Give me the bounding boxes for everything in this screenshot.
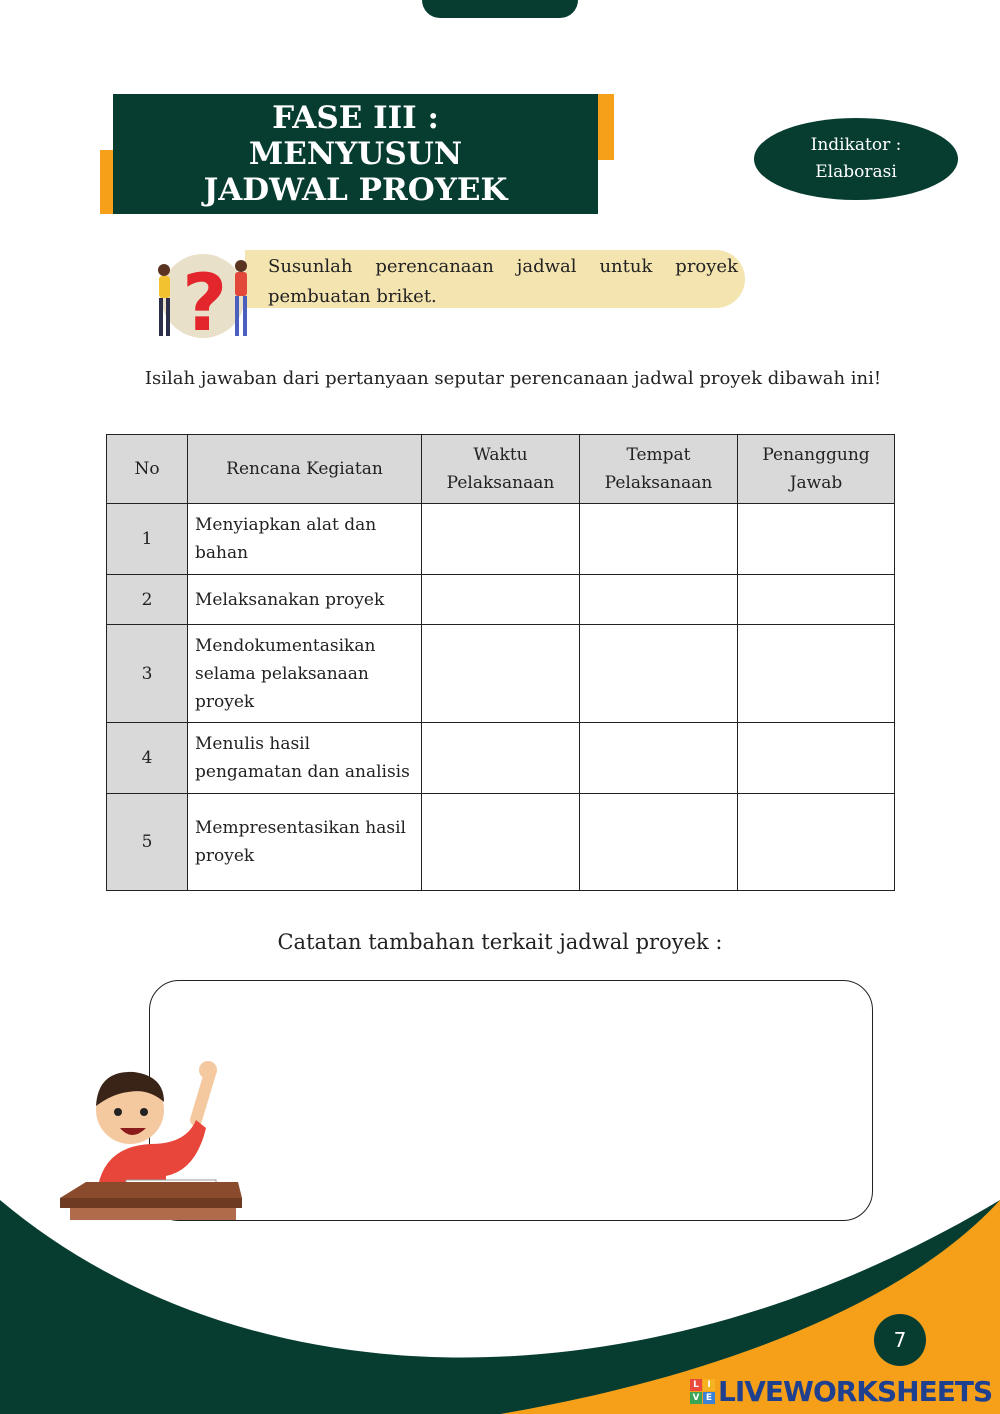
table-row <box>107 794 895 891</box>
row-activity: Menyiapkan alat dan bahan <box>188 504 422 575</box>
prompt-text: Susunlah perencanaan jadwal untuk proyek pembuatan briket. <box>268 256 738 307</box>
table-row <box>107 504 895 575</box>
svg-text:?: ? <box>182 259 228 343</box>
header-place-line1: Tempat <box>626 445 691 465</box>
notes-title: Catatan tambahan terkait jadwal proyek : <box>277 930 723 954</box>
row-activity: Mempresentasikan hasil proyek <box>188 794 422 891</box>
logo-letter: E <box>703 1392 715 1404</box>
header-responsible-line2: Jawab <box>789 473 843 493</box>
question-people-illustration <box>148 248 258 343</box>
time-cell[interactable] <box>422 504 580 575</box>
page-title-line1: FASE III : MENYUSUN <box>248 100 463 172</box>
place-cell[interactable] <box>580 575 738 625</box>
row-activity: Mendokumentasikan selama pelaksanaan proyek <box>188 625 422 723</box>
table-header-row <box>107 435 895 504</box>
header-activity: Rencana Kegiatan <box>188 435 422 504</box>
logo-letter: I <box>703 1379 715 1391</box>
page-title-banner <box>113 94 598 214</box>
responsible-cell[interactable] <box>738 794 895 891</box>
place-cell[interactable] <box>580 794 738 891</box>
table-row <box>107 723 895 794</box>
place-cell[interactable] <box>580 625 738 723</box>
row-activity: Melaksanakan proyek <box>188 575 422 625</box>
row-number: 1 <box>107 504 188 575</box>
page-title-line2: JADWAL PROYEK <box>203 172 508 208</box>
header-time-line1: Waktu <box>473 445 528 465</box>
responsible-cell[interactable] <box>738 723 895 794</box>
logo-letter: V <box>690 1392 702 1404</box>
page-number-badge: 7 <box>874 1314 926 1366</box>
place-cell[interactable] <box>580 504 738 575</box>
time-cell[interactable] <box>422 723 580 794</box>
header-no: No <box>107 435 188 504</box>
responsible-cell[interactable] <box>738 504 895 575</box>
table-row <box>107 625 895 723</box>
time-cell[interactable] <box>422 625 580 723</box>
row-number: 5 <box>107 794 188 891</box>
header-place-line2: Pelaksanaan <box>604 473 713 493</box>
notes-input-box[interactable] <box>149 980 873 1221</box>
responsible-cell[interactable] <box>738 575 895 625</box>
logo-letter: L <box>690 1379 702 1391</box>
liveworksheets-brand <box>690 1374 992 1408</box>
instruction-text: Isilah jawaban dari pertanyaan seputar perencanaan jadwal proyek dibawah ini! <box>144 368 882 389</box>
indicator-value: Elaborasi <box>815 162 897 182</box>
header-responsible-line1: Penanggung <box>762 445 870 465</box>
row-number: 2 <box>107 575 188 625</box>
header-time <box>422 435 580 504</box>
schedule-table <box>106 434 895 891</box>
header-place <box>580 435 738 504</box>
header-responsible <box>738 435 895 504</box>
place-cell[interactable] <box>580 723 738 794</box>
student-waving-illustration <box>56 1058 246 1228</box>
row-number: 3 <box>107 625 188 723</box>
responsible-cell[interactable] <box>738 625 895 723</box>
table-row <box>107 575 895 625</box>
liveworksheets-logo-icon <box>690 1379 715 1404</box>
row-number: 4 <box>107 723 188 794</box>
liveworksheets-brand-text: LIVEWORKSHEETS <box>718 1374 993 1408</box>
header-time-line2: Pelaksanaan <box>446 473 555 493</box>
row-activity: Menulis hasil pengamatan dan analisis <box>188 723 422 794</box>
time-cell[interactable] <box>422 575 580 625</box>
time-cell[interactable] <box>422 794 580 891</box>
page-title <box>176 100 536 208</box>
indicator-badge <box>754 118 958 200</box>
indicator-label: Indikator : <box>810 135 902 155</box>
top-tab-decoration <box>422 0 578 18</box>
